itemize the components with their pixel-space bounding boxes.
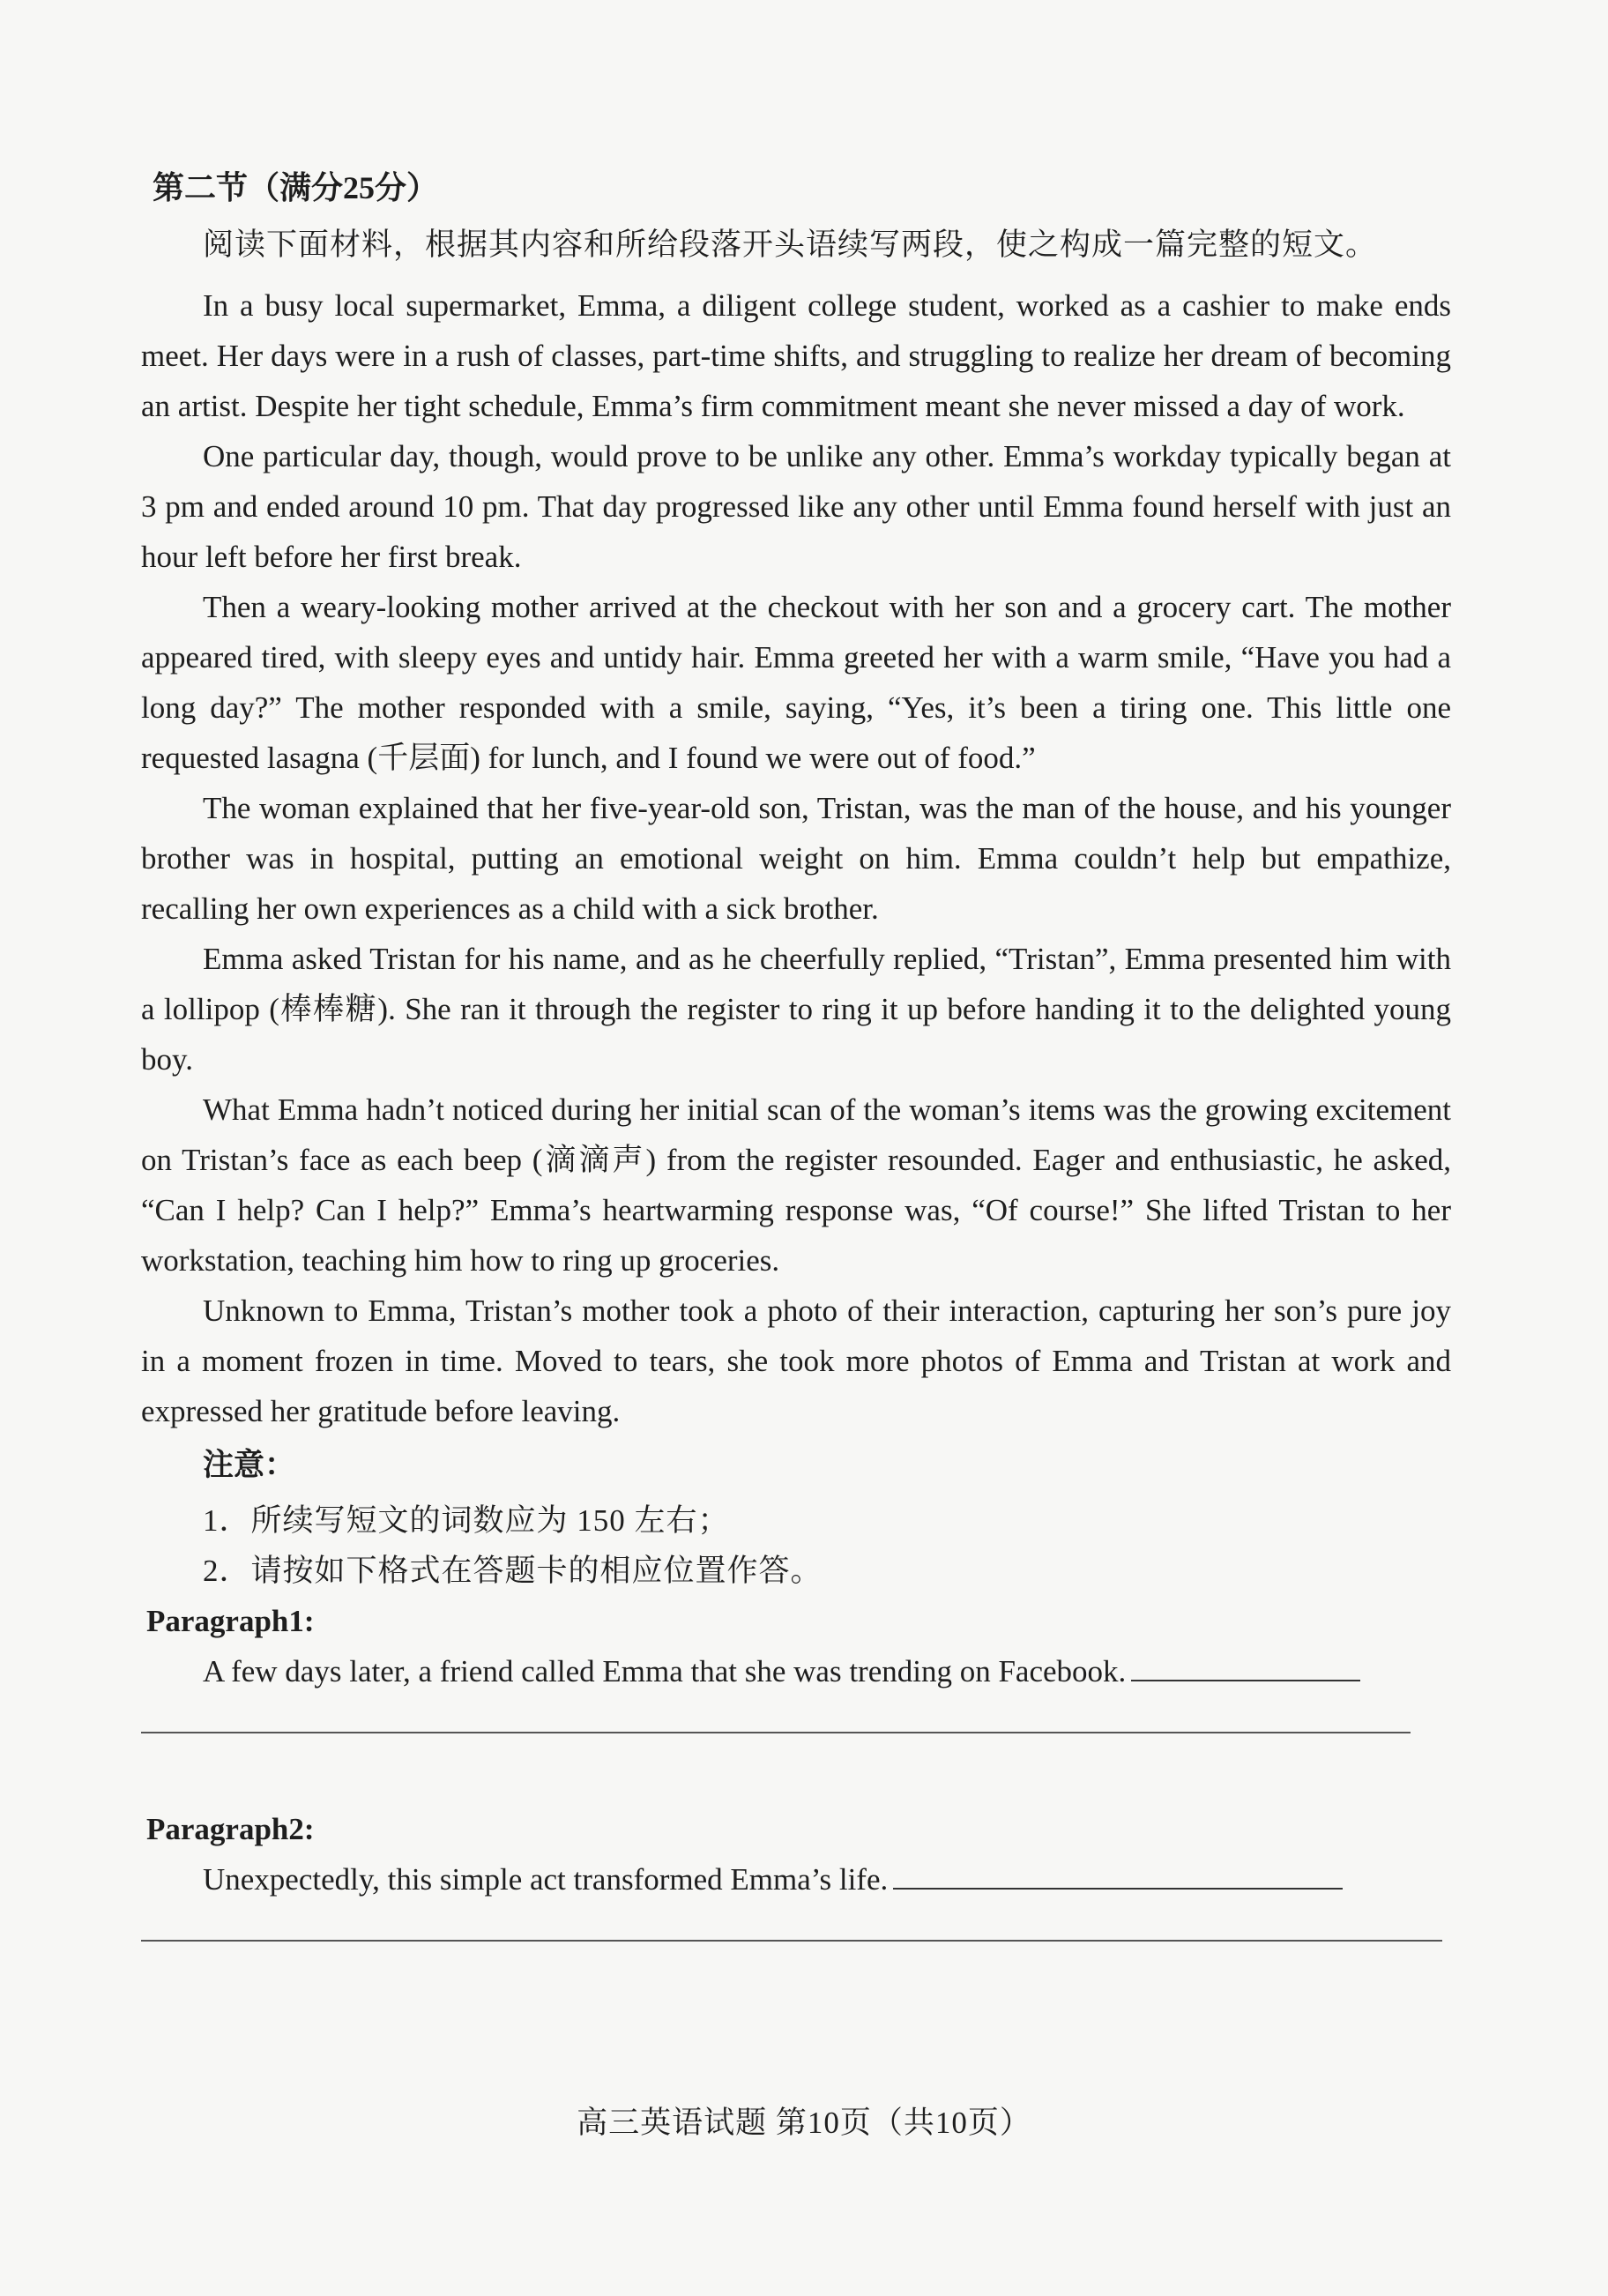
passage (141, 280, 1451, 1436)
notes-title: 注意： (203, 1448, 296, 1483)
section-title: 第二节（满分25分） (153, 170, 439, 205)
passage-paragraph: What Emma hadn’t noticed during her initial scan of the woman’s items was the growing excitement on Tristan’s face as each beep (滴滴声) from the register resounded. Eager and enthusiastic, he asked, “Can I help? Can I help?” Emma’s heartwarming response was, “Of course!” She lifted Tristan to her workstation, teaching him how to ring up groceries. (141, 1092, 1451, 1278)
passage-paragraph: Emma asked Tristan for his name, and as he cheerfully replied, “Tristan”, Emma presented him with a lollipop (棒棒糖). She ran it through the register to ring it up before handing it to the delighted young boy. (141, 942, 1451, 1077)
passage-paragraph: One particular day, though, would prove to be unlike any other. Emma’s workday typically began at 3 pm and ended around 10 pm. That day progressed like any other until Emma found herself with just an hour left before her first break. (141, 439, 1451, 575)
paragraph2-label: Paragraph2: (146, 1812, 315, 1847)
passage-paragraph: In a busy local supermarket, Emma, a diligent college student, worked as a cashier to make ends meet. Her days were in a rush of classes, part-time shifts, and struggling to realize her dream of becoming an artist. Despite her tight schedule, Emma’s firm commitment meant she never missed a day of work. (141, 288, 1451, 424)
note-item: 2．请按如下格式在答题卡的相应位置作答。 (203, 1554, 823, 1589)
note-item: 1．所续写短文的词数应为 150 左右； (203, 1503, 730, 1539)
exam-page (141, 168, 1451, 1942)
answer-line[interactable] (141, 1940, 1442, 1942)
passage-paragraph: Then a weary-looking mother arrived at the checkout with her son and a grocery cart. The mother appeared tired, with sleepy eyes and untidy hair. Emma greeted her with a warm smile, “Have you had a long day?” The mother responded with a smile, saying, “Yes, it’s been a tiring one. This little one requested lasagna (千层面) for lunch, and I found we were out of food.” (141, 590, 1451, 776)
passage-paragraph: Unknown to Emma, Tristan’s mother took a photo of their interaction, capturing her son’s pure joy in a moment frozen in time. Moved to tears, she took more photos of Emma and Tristan at work and expressed her gratitude before leaving. (141, 1293, 1451, 1429)
paragraph1-starter-row (203, 1646, 1451, 1696)
paragraph2-starter: Unexpectedly, this simple act transformed Emma’s life. (203, 1862, 889, 1897)
section-instruction: 阅读下面材料，根据其内容和所给段落开头语续写两段，使之构成一篇完整的短文。 (203, 227, 1378, 262)
page-footer: 高三英语试题 第10页（共10页） (577, 2106, 1031, 2140)
answer-blank[interactable] (1131, 1653, 1360, 1681)
answer-blank[interactable] (893, 1861, 1343, 1890)
answer-line[interactable] (141, 1732, 1411, 1733)
paragraph2-starter-row (203, 1854, 1451, 1905)
passage-paragraph: The woman explained that her five-year-old son, Tristan, was the man of the house, and his younger brother was in hospital, putting an emotional weight on him. Emma couldn’t help but empathize, recalling her own experiences as a child with a sick brother. (141, 791, 1451, 927)
paragraph1-label: Paragraph1: (146, 1604, 315, 1639)
paragraph1-starter: A few days later, a friend called Emma that she was trending on Facebook. (203, 1654, 1127, 1689)
